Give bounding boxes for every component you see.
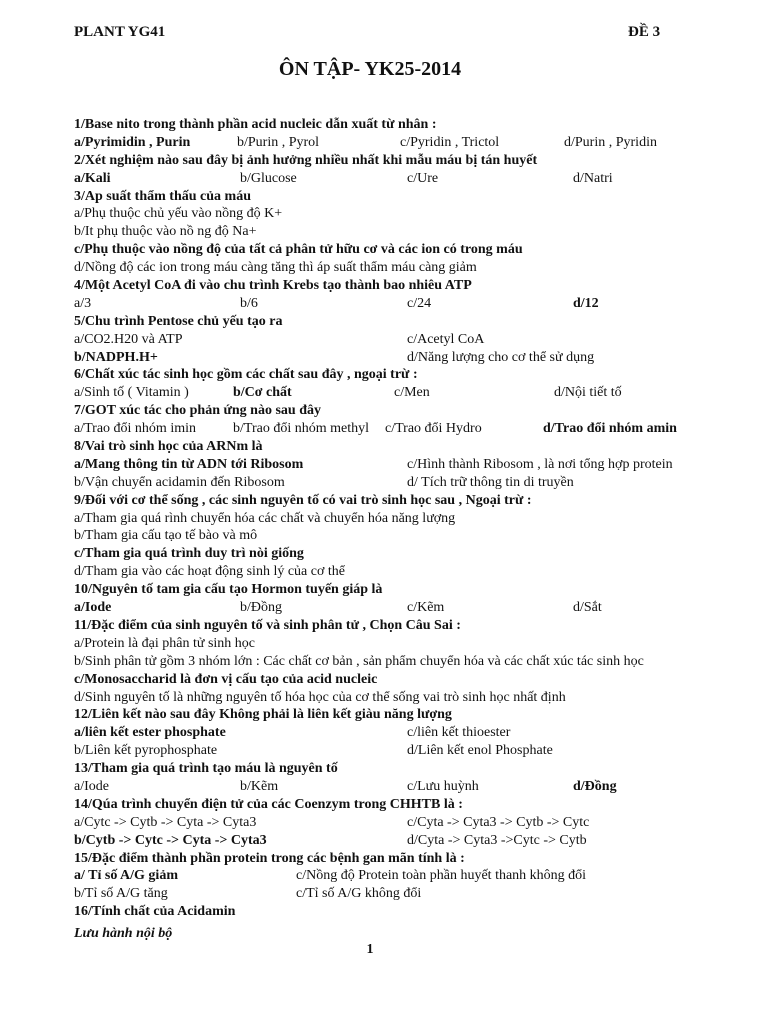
answer-option: b/Glucose bbox=[240, 170, 297, 186]
answer-option-correct: a/Mang thông tin từ ADN tới Ribosom bbox=[74, 456, 304, 472]
answer-option-correct: d/Trao đổi nhóm amin bbox=[543, 421, 677, 437]
answer-option-correct: d/Đồng bbox=[573, 778, 617, 794]
question-line: 12/Liên kết nào sau đây Không phải là liên kết giàu năng lượng bbox=[74, 707, 452, 723]
question-line: 2/Xét nghiệm nào sau đây bị ảnh hưởng nhiều nhất khi mẫu máu bị tán huyết bbox=[74, 152, 538, 168]
answer-row bbox=[74, 295, 714, 313]
answer-option: c/Cyta -> Cyta3 -> Cytb -> Cytc bbox=[407, 814, 590, 830]
question-line: 16/Tính chất của Acidamin bbox=[74, 904, 236, 920]
answer-row bbox=[74, 474, 714, 492]
answer-option: c/Tỉ số A/G không đổi bbox=[296, 886, 422, 902]
answer-option-correct: a/ Tỉ số A/G giảm bbox=[74, 868, 178, 884]
answer-option: d/Natri bbox=[573, 170, 613, 186]
answer-option-correct: a/Kali bbox=[74, 170, 111, 186]
answer-row bbox=[74, 778, 714, 796]
answer-row bbox=[74, 456, 714, 474]
answer-option-correct: a/liên kết ester phosphate bbox=[74, 725, 226, 741]
answer-row bbox=[74, 170, 714, 188]
answer-option: b/Đồng bbox=[240, 600, 282, 616]
answer-option: b/Tham gia cấu tạo tế bào và mô bbox=[74, 528, 258, 544]
answer-row bbox=[74, 599, 714, 617]
answer-option: a/3 bbox=[74, 295, 92, 311]
answer-row bbox=[74, 384, 714, 402]
answer-option-correct: b/NADPH.H+ bbox=[74, 349, 158, 365]
answer-option: a/Phụ thuộc chủ yếu vào nồng độ K+ bbox=[74, 206, 283, 222]
answer-option: a/Cytc -> Cytb -> Cyta -> Cyta3 bbox=[74, 814, 257, 830]
answer-option: c/Trao đổi Hydro bbox=[385, 421, 482, 437]
answer-option: a/Protein là đại phân tử sinh học bbox=[74, 635, 255, 651]
header-right: ĐỀ 3 bbox=[628, 24, 661, 40]
answer-row bbox=[74, 331, 714, 349]
page-number: 1 bbox=[366, 942, 374, 957]
question-line: 8/Vai trò sinh học của ARNm là bbox=[74, 439, 263, 455]
answer-option: b/Vận chuyển acidamin đến Ribosom bbox=[74, 474, 285, 490]
answer-option: d/ Tích trữ thông tin di truyền bbox=[407, 474, 574, 490]
answer-option: d/Tham gia vào các hoạt động sinh lý của cơ thể bbox=[74, 564, 345, 580]
answer-option: a/Trao đổi nhóm imin bbox=[74, 421, 196, 437]
answer-option: b/Kẽm bbox=[240, 778, 279, 794]
answer-option: a/Iode bbox=[74, 778, 109, 794]
answer-option: b/Tỉ số A/G tăng bbox=[74, 886, 168, 902]
answer-option: d/Cyta -> Cyta3 ->Cytc -> Cytb bbox=[407, 832, 587, 848]
answer-option: b/6 bbox=[240, 295, 258, 311]
question-line: 10/Nguyên tố tam gia cấu tạo Hormon tuyến giáp là bbox=[74, 582, 383, 598]
question-line: 15/Đặc điểm thành phần protein trong các bệnh gan mãn tính là : bbox=[74, 850, 465, 866]
answer-row bbox=[74, 832, 714, 850]
answer-option: d/Nồng độ các ion trong máu càng tăng thì áp suất thẩm máu càng giảm bbox=[74, 260, 477, 276]
question-line: 1/Base nito trong thành phần acid nucleic dẫn xuất từ nhân : bbox=[74, 117, 437, 132]
answer-row bbox=[74, 349, 714, 367]
answer-option: d/Sắt bbox=[573, 600, 602, 616]
answer-option: c/Nồng độ Protein toàn phần huyết thanh không đổi bbox=[296, 868, 587, 884]
question-line: 11/Đặc điểm của sinh nguyên tố và sinh phân tử , Chọn Câu Sai : bbox=[74, 617, 461, 633]
answer-option-correct: c/Phụ thuộc vào nồng độ của tất cả phân tử hữu cơ và các ion có trong máu bbox=[74, 242, 523, 258]
answer-option: c/Ure bbox=[407, 170, 439, 186]
answer-option: c/Pyridin , Trictol bbox=[400, 134, 500, 150]
answer-option-correct: c/Tham gia quá trình duy trì nòi giống bbox=[74, 546, 304, 562]
answer-option-correct: b/Cytb -> Cytc -> Cyta -> Cyta3 bbox=[74, 832, 267, 848]
answer-option-correct: d/12 bbox=[573, 295, 599, 311]
answer-option: b/Liên kết pyrophosphate bbox=[74, 743, 218, 759]
question-line: 4/Một Acetyl CoA đi vào chu trình Krebs tạo thành bao nhiêu ATP bbox=[74, 278, 472, 294]
answer-option: c/liên kết thioester bbox=[407, 725, 511, 741]
answer-option: c/Acetyl CoA bbox=[407, 331, 485, 347]
answer-option: b/Trao đổi nhóm methyl bbox=[233, 421, 369, 437]
answer-option-correct: a/Pyrimidin , Purin bbox=[74, 134, 191, 150]
answer-option: b/Purin , Pyrol bbox=[237, 134, 320, 150]
answer-option: d/Năng lượng cho cơ thể sử dụng bbox=[407, 349, 595, 365]
question-line: 13/Tham gia quá trình tạo máu là nguyên tố bbox=[74, 761, 338, 777]
answer-option-correct: a/Iode bbox=[74, 600, 112, 616]
question-line: 14/Qúa trình chuyển điện tử của các Coenzym trong CHHTB là : bbox=[74, 796, 463, 812]
question-line: 6/Chất xúc tác sinh học gồm các chất sau đây , ngoại trừ : bbox=[74, 367, 418, 383]
answer-option: a/CO2.H20 và ATP bbox=[74, 331, 183, 347]
answer-option: d/Sinh nguyên tố là những nguyên tố hóa học của cơ thể sống vai trò sinh học nhất định bbox=[74, 689, 566, 705]
answer-option-correct: c/Monosaccharid là đơn vị cấu tạo của acid nucleic bbox=[74, 671, 378, 687]
question-line: 3/Ap suất thẩm thấu của máu bbox=[74, 188, 251, 204]
answer-row bbox=[74, 867, 714, 885]
answer-row bbox=[74, 134, 714, 152]
answer-option: c/Lưu huỳnh bbox=[407, 778, 479, 794]
question-line: 7/GOT xúc tác cho phản ứng nào sau đây bbox=[74, 403, 321, 419]
answer-option: c/Kẽm bbox=[407, 600, 445, 616]
footer-note: Lưu hành nội bộ bbox=[74, 926, 173, 941]
question-line: 5/Chu trình Pentose chủ yếu tạo ra bbox=[74, 313, 283, 329]
answer-row bbox=[74, 885, 714, 903]
answer-option: d/Purin , Pyridin bbox=[564, 134, 657, 150]
answer-row bbox=[74, 420, 714, 438]
header-left: PLANT YG41 bbox=[74, 24, 166, 40]
answer-option: d/Nội tiết tố bbox=[554, 385, 622, 401]
answer-option: c/Hình thành Ribosom , là nơi tổng hợp protein bbox=[407, 456, 673, 472]
answer-option: a/Tham gia quá rình chuyển hóa các chất và chuyển hóa năng lượng bbox=[74, 510, 456, 526]
answer-row bbox=[74, 742, 714, 760]
answer-row bbox=[74, 724, 714, 742]
question-list bbox=[74, 116, 714, 921]
answer-option: b/It phụ thuộc vào nồ ng độ Na+ bbox=[74, 224, 257, 240]
answer-option: a/Sinh tố ( Vitamin ) bbox=[74, 385, 189, 401]
answer-option-correct: b/Cơ chất bbox=[233, 385, 292, 401]
page-title: ÔN TẬP- YK25-2014 bbox=[278, 58, 462, 80]
answer-option: b/Sinh phân tử gồm 3 nhóm lớn : Các chất cơ bản , sản phẩm chuyển hóa và các chất xúc tác sinh học bbox=[74, 653, 644, 669]
answer-option: c/24 bbox=[407, 295, 432, 311]
question-line: 9/Đối với cơ thể sống , các sinh nguyên tố có vai trò sinh học sau , Ngoại trừ : bbox=[74, 492, 532, 508]
answer-option: d/Liên kết enol Phosphate bbox=[407, 743, 553, 759]
answer-row bbox=[74, 814, 714, 832]
answer-option: c/Men bbox=[394, 385, 430, 401]
